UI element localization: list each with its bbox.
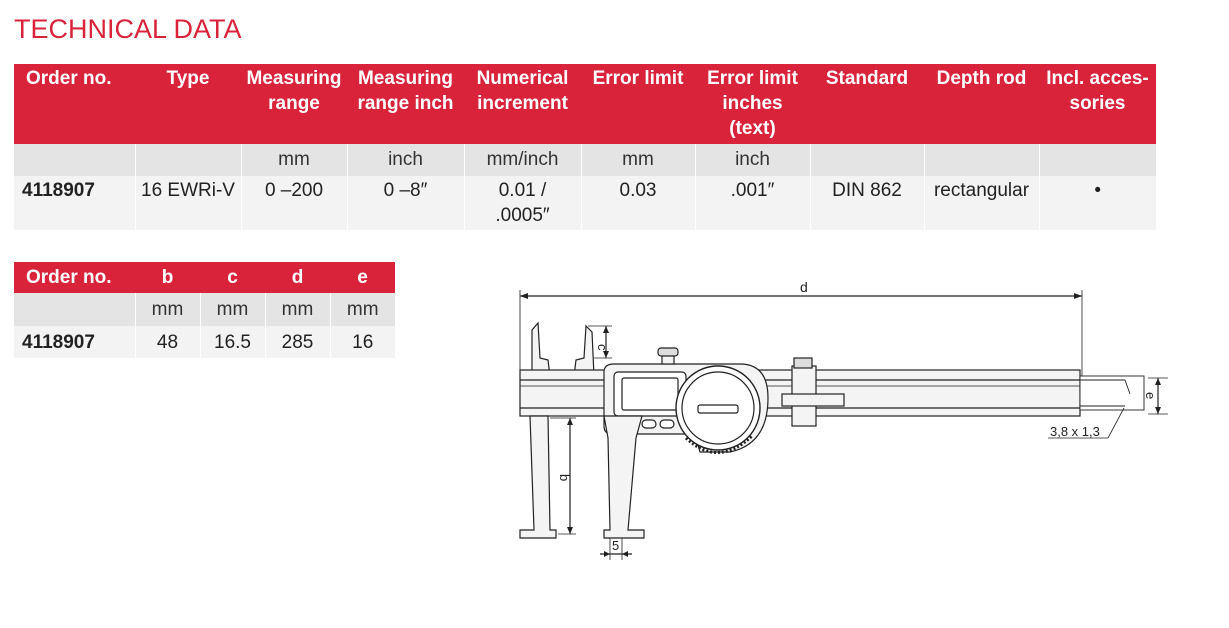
cell-increment: 0.01 / .0005″: [464, 176, 581, 230]
cell-standard: DIN 862: [810, 176, 924, 230]
unit-cell: inch: [347, 144, 464, 176]
header-error-limit: Error limit: [581, 64, 695, 144]
table-row: [14, 176, 1156, 230]
unit-cell: [924, 144, 1039, 176]
unit-cell: mm/inch: [464, 144, 581, 176]
header-e: e: [330, 262, 395, 293]
cell-order-no: 4118907: [14, 176, 135, 230]
header-type: Type: [135, 64, 241, 144]
cell-d: 285: [265, 326, 330, 358]
unit-cell: mm: [581, 144, 695, 176]
cell-depth-rod: rectangular: [924, 176, 1039, 230]
header-numerical-increment: Numerical increment: [464, 64, 581, 144]
unit-cell: [810, 144, 924, 176]
cell-error-inch: .001″: [695, 176, 810, 230]
header-order-no: Order no.: [14, 64, 135, 144]
header-measuring-range-inch: Measuring range inch: [347, 64, 464, 144]
technical-data-table: [14, 64, 1156, 230]
header-error-limit-inches: Error limit inches (text): [695, 64, 810, 144]
unit-cell: mm: [200, 293, 265, 326]
unit-cell: [1039, 144, 1156, 176]
header-measuring-range: Measuring range: [241, 64, 347, 144]
unit-cell: inch: [695, 144, 810, 176]
cell-error-mm: 0.03: [581, 176, 695, 230]
cell-order-no: 4118907: [14, 326, 135, 358]
unit-cell: mm: [135, 293, 200, 326]
header-accessories: Incl. acces- sories: [1039, 64, 1156, 144]
label-e: e: [1143, 392, 1158, 400]
unit-cell: mm: [265, 293, 330, 326]
lower-jaw-fixed: [520, 416, 556, 538]
label-depth-rod: 3,8 x 1,3: [1050, 424, 1100, 439]
unit-cell: [14, 293, 135, 326]
label-five: 5: [612, 538, 620, 553]
cell-range-inch: 0 –8″: [347, 176, 464, 230]
table-row: [14, 326, 395, 358]
cell-type: 16 EWRi-V: [135, 176, 241, 230]
label-d: d: [800, 279, 808, 295]
label-b: b: [557, 474, 572, 482]
header-order-no-2: Order no.: [14, 262, 135, 293]
dimension-e: [1143, 378, 1168, 414]
header-b: b: [135, 262, 200, 293]
header-d: d: [265, 262, 330, 293]
unit-cell: [135, 144, 241, 176]
cell-c: 16.5: [200, 326, 265, 358]
header-standard: Standard: [810, 64, 924, 144]
dimension-b: [550, 418, 576, 534]
unit-cell: [14, 144, 135, 176]
unit-cell: mm: [330, 293, 395, 326]
caliper-drawing: [500, 268, 1180, 568]
upper-jaw-sliding: [574, 326, 594, 376]
dimension-5: [600, 538, 632, 560]
header-depth-rod: Depth rod: [924, 64, 1039, 144]
header-c: c: [200, 262, 265, 293]
cell-e: 16: [330, 326, 395, 358]
cell-b: 48: [135, 326, 200, 358]
label-c: c: [595, 344, 610, 351]
upper-jaw-fixed: [532, 323, 550, 376]
dimensions-table: [14, 262, 395, 358]
unit-cell: mm: [241, 144, 347, 176]
cell-range-mm: 0 –200: [241, 176, 347, 230]
cell-accessories: •: [1039, 176, 1156, 230]
page-title: TECHNICAL DATA: [14, 14, 242, 44]
